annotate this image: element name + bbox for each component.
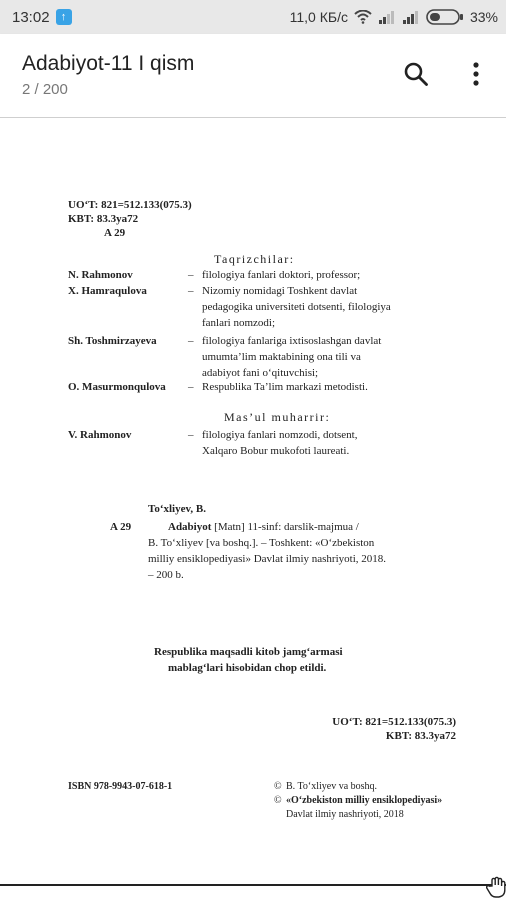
status-bar [0,0,506,34]
bib-line [168,520,359,534]
copyright-symbol: © [274,781,282,792]
bib-line: B. To‘xliyev [va boshq.]. – Toshkent: «O‘zbekiston [148,537,375,549]
editor-info-line: Xalqaro Bobur mukofoti laureati. [202,445,350,457]
network-speed: 11,0 КБ/с [289,9,348,25]
bib-line: milliy ensiklopediyasi» Davlat ilmiy nashriyoti, 2018. [148,553,387,565]
kbk-code: KBT: 83.3ya72 [68,213,139,225]
document-page[interactable] [0,118,506,888]
reviewer-name: X. Hamraqulova [68,285,147,297]
reviewer-name: N. Rahmonov [68,269,133,281]
editor-heading: Mas’ul muharrir: [224,410,331,424]
clock: 13:02 [12,8,50,26]
signal-icon-2 [402,10,420,24]
reviewer-dash: – [188,381,194,393]
reviewer-info-line: Nizomiy nomidagi Toshkent davlat [202,285,358,297]
editor-info-line: filologiya fanlari nomzodi, dotsent, [202,429,358,441]
editor-dash: – [188,429,194,441]
copyright-symbol: © [274,795,282,806]
more-vert-icon [472,61,480,87]
bib-catalog-code: A 29 [110,521,132,533]
catalog-code: A 29 [104,227,126,239]
funding-note-line: Respublika maqsadli kitob jamg‘armasi [154,646,343,658]
copyright-line: B. To‘xliyev va boshq. [286,781,378,792]
reviewer-info-line: filologiya fanlariga ixtisoslashgan davlat [202,335,382,347]
reviewer-dash: – [188,269,194,281]
battery-level: 33% [469,9,498,25]
kbk-code-2: KBT: 83.3ya72 [385,730,456,742]
hand-cursor-icon [486,876,506,898]
signal-icon [378,10,396,24]
reviewers-heading: Taqrizchilar: [214,252,295,266]
reviewer-info-line: umumta’lim maktabining ona tili va [202,351,361,363]
more-options-button[interactable] [458,56,494,92]
battery-icon [426,9,464,25]
bib-line: – 200 b. [148,569,184,581]
search-button[interactable] [398,56,434,92]
bib-line-rest: [Matn] 11-sinf: darslik-majmua / [211,521,359,533]
copyright-line: Davlat ilmiy nashriyoti, 2018 [286,809,404,820]
copyright-line: «O‘zbekiston milliy ensiklopediyasi» [286,795,443,806]
app-bar [0,34,506,118]
udk-code: UO‘T: 821=512.133(075.3) [68,199,192,211]
page-bottom-divider [0,884,506,886]
reviewer-info-line: Respublika Ta’lim markazi metodisti. [202,381,368,393]
document-title: Adabiyot-11 I qism [22,52,195,75]
page-indicator: 2 / 200 [22,81,68,98]
reviewer-dash: – [188,285,194,297]
reviewer-info-line: fanlari nomzodi; [202,317,276,329]
isbn: ISBN 978-9943-07-618-1 [68,781,173,792]
reviewer-name: Sh. Toshmirzayeva [68,335,157,347]
upload-notification-icon: ↑ [56,9,72,25]
bib-title-word: Adabiyot [168,521,212,533]
editor-name: V. Rahmonov [68,429,132,441]
reviewer-dash: – [188,335,194,347]
reviewer-info-line: adabiyot fani o‘qituvchisi; [202,367,319,379]
wifi-icon [354,10,372,24]
bib-author: To‘xliyev, B. [148,503,206,515]
udk-code-2: UO‘T: 821=512.133(075.3) [332,716,456,728]
search-icon [403,61,429,87]
reviewer-info-line: filologiya fanlari doktori, professor; [202,269,361,281]
reviewer-info-line: pedagogika universiteti dotsenti, filologiya [202,301,391,313]
reviewer-name: O. Masurmonqulova [68,381,166,393]
funding-note-line: mablag‘lari hisobidan chop etildi. [168,662,327,674]
